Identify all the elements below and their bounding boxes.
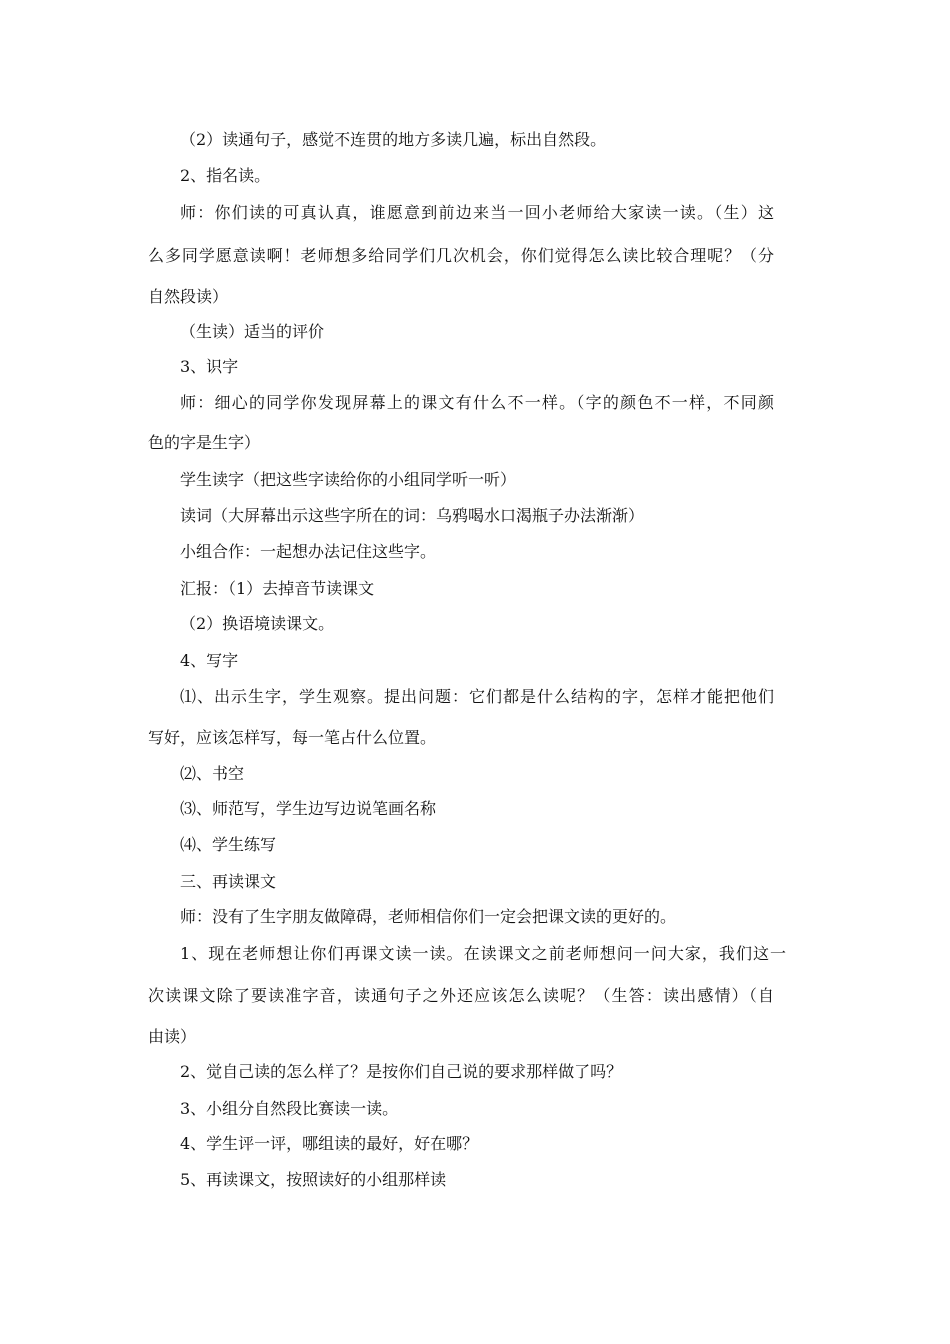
paragraph: 4、写字 <box>180 651 239 670</box>
paragraph: ⑵、书空 <box>180 764 245 783</box>
paragraph: 师：细心的同学你发现屏幕上的课文有什么不一样。（字的颜色不一样，不同颜 <box>180 393 774 412</box>
paragraph: 小组合作：一起想办法记住这些字。 <box>180 542 437 561</box>
paragraph: 2、指名读。 <box>180 166 271 185</box>
paragraph-continued: 由读） <box>148 1027 197 1046</box>
paragraph: 读词（大屏幕出示这些字所在的词：乌鸦喝水口渴瓶子办法渐渐） <box>180 506 645 525</box>
paragraph: ⑶、师范写，学生边写边说笔画名称 <box>180 799 437 818</box>
section-heading: 三、再读课文 <box>180 872 277 891</box>
paragraph: 1、现在老师想让你们再课文读一读。在读课文之前老师想问一问大家，我们这一 <box>180 944 786 963</box>
paragraph: ⑷、学生练写 <box>180 835 277 854</box>
paragraph-continued: 写好，应该怎样写，每一笔占什么位置。 <box>148 728 437 747</box>
paragraph-continued: 么多同学愿意读啊！老师想多给同学们几次机会，你们觉得怎么读比较合理呢？（分 <box>148 246 774 265</box>
paragraph: 师：没有了生字朋友做障碍，老师相信你们一定会把课文读的更好的。 <box>180 907 677 926</box>
paragraph-continued: 色的字是生字） <box>148 433 261 452</box>
paragraph: （生读）适当的评价 <box>180 322 325 341</box>
paragraph: 汇报：（1）去掉音节读课文 <box>180 579 375 598</box>
paragraph: ⑴、出示生字，学生观察。提出问题：它们都是什么结构的字，怎样才能把他们 <box>180 687 774 706</box>
paragraph: （2）读通句子，感觉不连贯的地方多读几遍，标出自然段。 <box>180 130 607 149</box>
paragraph: 3、识字 <box>180 357 239 376</box>
paragraph-continued: 自然段读） <box>148 287 229 306</box>
paragraph-continued: 次读课文除了要读准字音，读通句子之外还应该怎么读呢？（生答：读出感情）（自 <box>148 986 774 1005</box>
paragraph: 师：你们读的可真认真，谁愿意到前边来当一回小老师给大家读一读。（生）这 <box>180 203 774 222</box>
paragraph: 2、觉自己读的怎么样了？是按你们自己说的要求那样做了吗？ <box>180 1062 623 1081</box>
paragraph: （2）换语境读课文。 <box>180 614 335 633</box>
paragraph: 3、小组分自然段比赛读一读。 <box>180 1099 399 1118</box>
paragraph: 5、再读课文，按照读好的小组那样读 <box>180 1170 447 1189</box>
paragraph: 4、学生评一评，哪组读的最好，好在哪？ <box>180 1134 479 1153</box>
paragraph: 学生读字（把这些字读给你的小组同学听一听） <box>180 470 517 489</box>
